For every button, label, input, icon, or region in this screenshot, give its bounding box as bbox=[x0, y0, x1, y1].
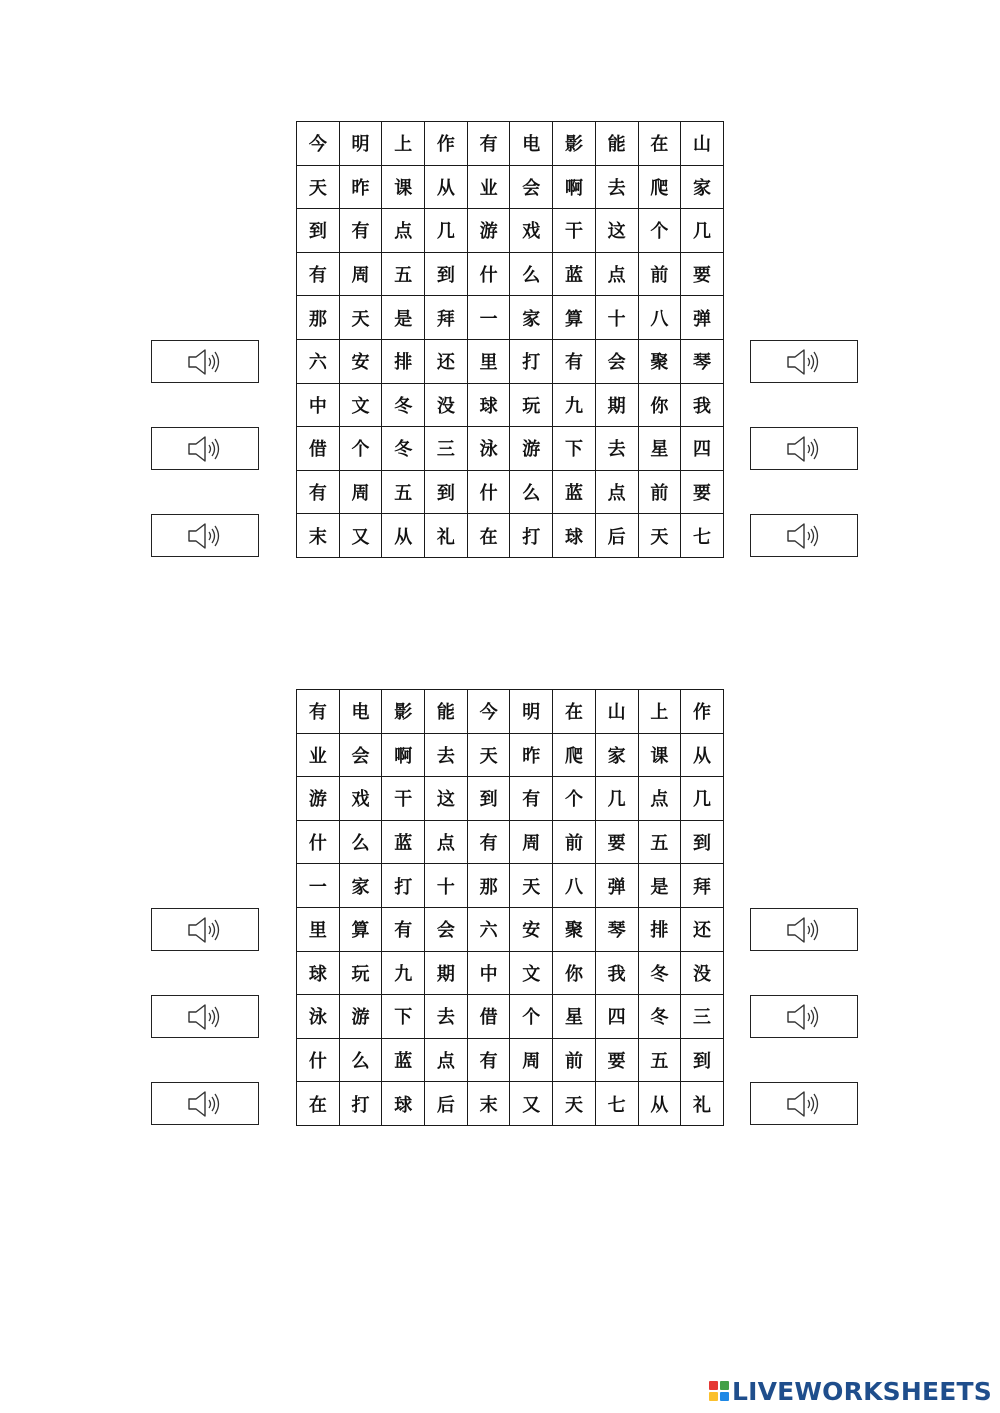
grid-cell[interactable]: 么 bbox=[510, 252, 553, 296]
grid-cell[interactable]: 到 bbox=[467, 777, 510, 821]
grid-cell[interactable]: 文 bbox=[510, 951, 553, 995]
grid-cell[interactable]: 有 bbox=[297, 470, 340, 514]
grid-cell[interactable]: 到 bbox=[297, 209, 340, 253]
grid-cell[interactable]: 礼 bbox=[681, 1082, 724, 1126]
grid-cell[interactable]: 天 bbox=[467, 733, 510, 777]
grid-cell[interactable]: 球 bbox=[467, 383, 510, 427]
grid-cell[interactable]: 那 bbox=[297, 296, 340, 340]
speaker-icon bbox=[185, 521, 225, 551]
grid-cell[interactable]: 算 bbox=[553, 296, 596, 340]
grid-cell[interactable]: 点 bbox=[425, 1038, 468, 1082]
grid-cell[interactable]: 打 bbox=[510, 514, 553, 558]
grid-cell[interactable]: 个 bbox=[553, 777, 596, 821]
grid-cell[interactable]: 天 bbox=[339, 296, 382, 340]
grid-cell[interactable]: 游 bbox=[510, 427, 553, 471]
grid-cell[interactable]: 作 bbox=[425, 122, 468, 166]
grid-cell[interactable]: 家 bbox=[681, 165, 724, 209]
grid-row bbox=[297, 690, 724, 734]
grid-cell[interactable]: 琴 bbox=[681, 339, 724, 383]
grid-cell[interactable]: 蓝 bbox=[382, 1038, 425, 1082]
grid-cell[interactable]: 山 bbox=[681, 122, 724, 166]
audio-button-2-right-3[interactable] bbox=[750, 1082, 858, 1125]
grid-cell[interactable]: 七 bbox=[681, 514, 724, 558]
grid-cell[interactable]: 什 bbox=[297, 820, 340, 864]
audio-button-1-right-1[interactable] bbox=[750, 340, 858, 383]
grid-cell[interactable]: 点 bbox=[382, 209, 425, 253]
grid-cell[interactable]: 你 bbox=[638, 383, 681, 427]
grid-cell[interactable]: 业 bbox=[297, 733, 340, 777]
grid-cell[interactable]: 球 bbox=[297, 951, 340, 995]
grid-cell[interactable]: 五 bbox=[638, 1038, 681, 1082]
grid-cell[interactable]: 啊 bbox=[553, 165, 596, 209]
grid-row bbox=[297, 907, 724, 951]
grid-cell[interactable]: 五 bbox=[638, 820, 681, 864]
grid-cell[interactable]: 我 bbox=[681, 383, 724, 427]
grid-cell[interactable]: 从 bbox=[681, 733, 724, 777]
grid-cell[interactable]: 要 bbox=[595, 1038, 638, 1082]
speaker-icon bbox=[185, 347, 225, 377]
grid-cell[interactable]: 作 bbox=[681, 690, 724, 734]
audio-button-2-left-2[interactable] bbox=[151, 995, 259, 1038]
speaker-icon bbox=[185, 915, 225, 945]
grid-cell[interactable]: 这 bbox=[425, 777, 468, 821]
grid-cell[interactable]: 到 bbox=[425, 252, 468, 296]
grid-cell[interactable]: 安 bbox=[510, 907, 553, 951]
grid-cell[interactable]: 去 bbox=[425, 733, 468, 777]
grid-cell[interactable]: 什 bbox=[467, 470, 510, 514]
grid-cell[interactable]: 冬 bbox=[382, 383, 425, 427]
grid-cell[interactable]: 今 bbox=[297, 122, 340, 166]
grid-cell[interactable]: 我 bbox=[595, 951, 638, 995]
grid-cell[interactable]: 末 bbox=[297, 514, 340, 558]
grid-cell[interactable]: 几 bbox=[425, 209, 468, 253]
grid-cell[interactable]: 电 bbox=[339, 690, 382, 734]
grid-cell[interactable]: 有 bbox=[467, 1038, 510, 1082]
grid-cell[interactable]: 前 bbox=[553, 820, 596, 864]
grid-cell[interactable]: 拜 bbox=[425, 296, 468, 340]
speaker-icon bbox=[784, 1002, 824, 1032]
grid-cell[interactable]: 一 bbox=[467, 296, 510, 340]
grid-cell[interactable]: 是 bbox=[638, 864, 681, 908]
grid-cell[interactable]: 三 bbox=[681, 995, 724, 1039]
grid-cell[interactable]: 有 bbox=[510, 777, 553, 821]
grid-cell[interactable]: 点 bbox=[595, 252, 638, 296]
grid-cell[interactable]: 影 bbox=[553, 122, 596, 166]
grid-cell[interactable]: 有 bbox=[339, 209, 382, 253]
grid-cell[interactable]: 十 bbox=[595, 296, 638, 340]
grid-cell[interactable]: 有 bbox=[382, 907, 425, 951]
grid-cell[interactable]: 礼 bbox=[425, 514, 468, 558]
grid-cell[interactable]: 天 bbox=[510, 864, 553, 908]
speaker-icon bbox=[784, 915, 824, 945]
grid-cell[interactable]: 排 bbox=[382, 339, 425, 383]
grid-cell[interactable]: 干 bbox=[382, 777, 425, 821]
grid-cell[interactable]: 戏 bbox=[510, 209, 553, 253]
grid-cell[interactable]: 冬 bbox=[638, 995, 681, 1039]
grid-cell[interactable]: 昨 bbox=[510, 733, 553, 777]
grid-row bbox=[297, 296, 724, 340]
grid-cell[interactable]: 四 bbox=[595, 995, 638, 1039]
grid-cell[interactable]: 明 bbox=[510, 690, 553, 734]
grid-cell[interactable]: 会 bbox=[595, 339, 638, 383]
grid-cell[interactable]: 课 bbox=[638, 733, 681, 777]
grid-cell[interactable]: 后 bbox=[425, 1082, 468, 1126]
grid-row bbox=[297, 209, 724, 253]
grid-row bbox=[297, 1038, 724, 1082]
grid-row bbox=[297, 995, 724, 1039]
grid-cell[interactable]: 五 bbox=[382, 470, 425, 514]
audio-button-1-right-3[interactable] bbox=[750, 514, 858, 557]
grid-row bbox=[297, 427, 724, 471]
grid-cell[interactable]: 一 bbox=[297, 864, 340, 908]
grid-cell[interactable]: 七 bbox=[595, 1082, 638, 1126]
grid-cell[interactable]: 借 bbox=[467, 995, 510, 1039]
grid-cell[interactable]: 从 bbox=[638, 1082, 681, 1126]
grid-row bbox=[297, 733, 724, 777]
grid-cell[interactable]: 打 bbox=[382, 864, 425, 908]
grid-cell[interactable]: 这 bbox=[595, 209, 638, 253]
grid-cell[interactable]: 去 bbox=[595, 165, 638, 209]
grid-cell[interactable]: 泳 bbox=[297, 995, 340, 1039]
grid-cell[interactable]: 还 bbox=[681, 907, 724, 951]
grid-row bbox=[297, 951, 724, 995]
grid-cell[interactable]: 几 bbox=[681, 209, 724, 253]
liveworksheets-logo-icon bbox=[709, 1381, 729, 1401]
grid-cell[interactable]: 打 bbox=[339, 1082, 382, 1126]
grid-cell[interactable]: 电 bbox=[510, 122, 553, 166]
grid-row bbox=[297, 777, 724, 821]
grid-cell[interactable]: 前 bbox=[638, 470, 681, 514]
grid-cell[interactable]: 干 bbox=[553, 209, 596, 253]
grid-cell[interactable]: 聚 bbox=[638, 339, 681, 383]
audio-button-1-left-2[interactable] bbox=[151, 427, 259, 470]
grid-cell[interactable]: 文 bbox=[339, 383, 382, 427]
grid-cell[interactable]: 到 bbox=[425, 470, 468, 514]
grid-cell[interactable]: 在 bbox=[553, 690, 596, 734]
grid-cell[interactable]: 什 bbox=[297, 1038, 340, 1082]
grid-cell[interactable]: 下 bbox=[553, 427, 596, 471]
grid-cell[interactable]: 周 bbox=[510, 820, 553, 864]
grid-cell[interactable]: 星 bbox=[638, 427, 681, 471]
grid-row bbox=[297, 339, 724, 383]
grid-cell[interactable]: 点 bbox=[425, 820, 468, 864]
grid-cell[interactable]: 能 bbox=[595, 122, 638, 166]
grid-cell[interactable]: 没 bbox=[425, 383, 468, 427]
grid-cell[interactable]: 会 bbox=[510, 165, 553, 209]
grid-cell[interactable]: 几 bbox=[595, 777, 638, 821]
speaker-icon bbox=[185, 1089, 225, 1119]
grid-cell[interactable]: 课 bbox=[382, 165, 425, 209]
audio-button-2-left-3[interactable] bbox=[151, 1082, 259, 1125]
speaker-icon bbox=[784, 347, 824, 377]
grid-cell[interactable]: 周 bbox=[339, 470, 382, 514]
grid-row bbox=[297, 122, 724, 166]
grid-cell[interactable]: 什 bbox=[467, 252, 510, 296]
grid-row bbox=[297, 165, 724, 209]
grid-cell[interactable]: 个 bbox=[510, 995, 553, 1039]
grid-cell[interactable]: 九 bbox=[553, 383, 596, 427]
grid-cell[interactable]: 要 bbox=[681, 252, 724, 296]
grid-cell[interactable]: 有 bbox=[297, 252, 340, 296]
grid-cell[interactable]: 借 bbox=[297, 427, 340, 471]
grid-cell[interactable]: 爬 bbox=[638, 165, 681, 209]
grid-cell[interactable]: 到 bbox=[681, 820, 724, 864]
grid-cell[interactable]: 点 bbox=[638, 777, 681, 821]
grid-cell[interactable]: 泳 bbox=[467, 427, 510, 471]
brand-name: LIVEWORKSHEETS bbox=[731, 1376, 992, 1406]
grid-row bbox=[297, 864, 724, 908]
grid-cell[interactable]: 安 bbox=[339, 339, 382, 383]
grid-cell[interactable]: 周 bbox=[339, 252, 382, 296]
grid-cell[interactable]: 末 bbox=[467, 1082, 510, 1126]
grid-cell[interactable]: 去 bbox=[595, 427, 638, 471]
grid-cell[interactable]: 周 bbox=[510, 1038, 553, 1082]
grid-row bbox=[297, 820, 724, 864]
grid-cell[interactable]: 下 bbox=[382, 995, 425, 1039]
speaker-icon bbox=[784, 1089, 824, 1119]
grid-cell[interactable]: 有 bbox=[553, 339, 596, 383]
grid-row bbox=[297, 383, 724, 427]
grid-cell[interactable]: 冬 bbox=[382, 427, 425, 471]
grid-row bbox=[297, 470, 724, 514]
grid-cell[interactable]: 四 bbox=[681, 427, 724, 471]
grid-cell[interactable]: 琴 bbox=[595, 907, 638, 951]
grid-cell[interactable]: 球 bbox=[553, 514, 596, 558]
grid-cell[interactable]: 要 bbox=[681, 470, 724, 514]
grid-cell[interactable]: 八 bbox=[553, 864, 596, 908]
grid-cell[interactable]: 那 bbox=[467, 864, 510, 908]
grid-cell[interactable]: 天 bbox=[638, 514, 681, 558]
speaker-icon bbox=[784, 434, 824, 464]
audio-button-2-left-1[interactable] bbox=[151, 908, 259, 951]
grid-cell[interactable]: 个 bbox=[339, 427, 382, 471]
grid-cell[interactable]: 有 bbox=[297, 690, 340, 734]
grid-cell[interactable]: 要 bbox=[595, 820, 638, 864]
grid-cell[interactable]: 么 bbox=[510, 470, 553, 514]
grid-cell[interactable]: 又 bbox=[339, 514, 382, 558]
grid-cell[interactable]: 游 bbox=[339, 995, 382, 1039]
grid-cell[interactable]: 冬 bbox=[638, 951, 681, 995]
grid-cell[interactable]: 中 bbox=[297, 383, 340, 427]
audio-button-1-left-1[interactable] bbox=[151, 340, 259, 383]
grid-cell[interactable]: 期 bbox=[595, 383, 638, 427]
grid-cell[interactable]: 么 bbox=[339, 1038, 382, 1082]
grid-cell[interactable]: 到 bbox=[681, 1038, 724, 1082]
grid-cell[interactable]: 前 bbox=[638, 252, 681, 296]
grid-cell[interactable]: 蓝 bbox=[553, 470, 596, 514]
grid-cell[interactable]: 三 bbox=[425, 427, 468, 471]
speaker-icon bbox=[185, 1002, 225, 1032]
grid-cell[interactable]: 十 bbox=[425, 864, 468, 908]
grid-cell[interactable]: 又 bbox=[510, 1082, 553, 1126]
grid-cell[interactable]: 天 bbox=[553, 1082, 596, 1126]
grid-cell[interactable]: 个 bbox=[638, 209, 681, 253]
grid-cell[interactable]: 蓝 bbox=[553, 252, 596, 296]
grid-cell[interactable]: 里 bbox=[467, 339, 510, 383]
grid-cell[interactable]: 是 bbox=[382, 296, 425, 340]
grid-cell[interactable]: 山 bbox=[595, 690, 638, 734]
audio-button-2-right-2[interactable] bbox=[750, 995, 858, 1038]
grid-cell[interactable]: 昨 bbox=[339, 165, 382, 209]
grid-cell[interactable]: 么 bbox=[339, 820, 382, 864]
grid-cell[interactable]: 家 bbox=[339, 864, 382, 908]
audio-button-2-right-1[interactable] bbox=[750, 908, 858, 951]
grid-cell[interactable]: 啊 bbox=[382, 733, 425, 777]
grid-cell[interactable]: 上 bbox=[382, 122, 425, 166]
grid-cell[interactable]: 后 bbox=[595, 514, 638, 558]
grid-cell[interactable]: 天 bbox=[297, 165, 340, 209]
grid-row bbox=[297, 1082, 724, 1126]
grid-cell[interactable]: 玩 bbox=[510, 383, 553, 427]
grid-cell[interactable]: 点 bbox=[595, 470, 638, 514]
grid-cell[interactable]: 几 bbox=[681, 777, 724, 821]
grid-row bbox=[297, 252, 724, 296]
grid-cell[interactable]: 没 bbox=[681, 951, 724, 995]
liveworksheets-brand bbox=[709, 1377, 992, 1405]
grid-cell[interactable]: 会 bbox=[339, 733, 382, 777]
grid-cell[interactable]: 游 bbox=[467, 209, 510, 253]
grid-cell[interactable]: 戏 bbox=[339, 777, 382, 821]
grid-cell[interactable]: 爬 bbox=[553, 733, 596, 777]
grid-cell[interactable]: 算 bbox=[339, 907, 382, 951]
grid-cell[interactable]: 游 bbox=[297, 777, 340, 821]
grid-cell[interactable]: 能 bbox=[425, 690, 468, 734]
speaker-icon bbox=[185, 434, 225, 464]
grid-cell[interactable]: 玩 bbox=[339, 951, 382, 995]
grid-cell[interactable]: 今 bbox=[467, 690, 510, 734]
grid-cell[interactable]: 家 bbox=[595, 733, 638, 777]
grid-cell[interactable]: 弹 bbox=[595, 864, 638, 908]
grid-cell[interactable]: 上 bbox=[638, 690, 681, 734]
grid-cell[interactable]: 业 bbox=[467, 165, 510, 209]
grid-cell[interactable]: 在 bbox=[638, 122, 681, 166]
grid-cell[interactable]: 蓝 bbox=[382, 820, 425, 864]
grid-cell[interactable]: 从 bbox=[425, 165, 468, 209]
grid-row bbox=[297, 514, 724, 558]
grid-cell[interactable]: 在 bbox=[467, 514, 510, 558]
grid-cell[interactable]: 六 bbox=[467, 907, 510, 951]
grid-cell[interactable]: 有 bbox=[467, 820, 510, 864]
grid-cell[interactable]: 还 bbox=[425, 339, 468, 383]
grid-cell[interactable]: 五 bbox=[382, 252, 425, 296]
grid-cell[interactable]: 弹 bbox=[681, 296, 724, 340]
audio-button-1-right-2[interactable] bbox=[750, 427, 858, 470]
grid-cell[interactable]: 前 bbox=[553, 1038, 596, 1082]
grid-cell[interactable]: 打 bbox=[510, 339, 553, 383]
grid-cell[interactable]: 里 bbox=[297, 907, 340, 951]
grid-cell[interactable]: 聚 bbox=[553, 907, 596, 951]
grid-cell[interactable]: 球 bbox=[382, 1082, 425, 1126]
grid-cell[interactable]: 从 bbox=[382, 514, 425, 558]
grid-cell[interactable]: 去 bbox=[425, 995, 468, 1039]
grid-cell[interactable]: 会 bbox=[425, 907, 468, 951]
grid-cell[interactable]: 有 bbox=[467, 122, 510, 166]
audio-button-1-left-3[interactable] bbox=[151, 514, 259, 557]
grid-cell[interactable]: 拜 bbox=[681, 864, 724, 908]
grid-cell[interactable]: 九 bbox=[382, 951, 425, 995]
speaker-icon bbox=[784, 521, 824, 551]
character-grid-2 bbox=[296, 689, 724, 1126]
grid-cell[interactable]: 八 bbox=[638, 296, 681, 340]
grid-cell[interactable]: 六 bbox=[297, 339, 340, 383]
grid-cell[interactable]: 家 bbox=[510, 296, 553, 340]
grid-cell[interactable]: 中 bbox=[467, 951, 510, 995]
grid-cell[interactable]: 期 bbox=[425, 951, 468, 995]
grid-cell[interactable]: 明 bbox=[339, 122, 382, 166]
grid-cell[interactable]: 影 bbox=[382, 690, 425, 734]
grid-cell[interactable]: 在 bbox=[297, 1082, 340, 1126]
grid-cell[interactable]: 星 bbox=[553, 995, 596, 1039]
character-grid-1 bbox=[296, 121, 724, 558]
grid-cell[interactable]: 排 bbox=[638, 907, 681, 951]
grid-cell[interactable]: 你 bbox=[553, 951, 596, 995]
